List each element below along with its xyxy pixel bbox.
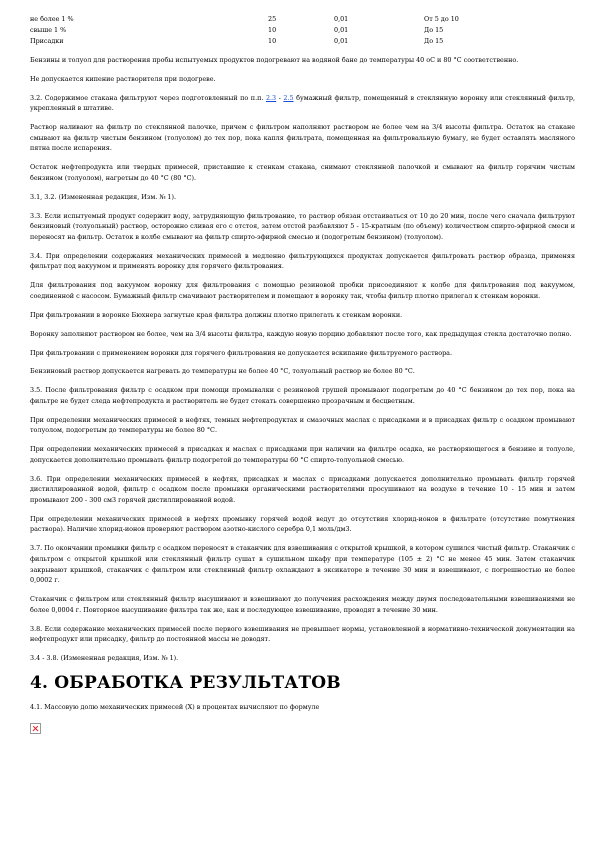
paragraph: Не допускается кипение растворителя при подогреве. [30,74,216,83]
paragraph [30,93,575,114]
paragraph-text: - [276,93,284,102]
table-cell-accuracy: 0,01 [334,37,349,45]
table-cell-range: От 5 до 10 [424,15,459,23]
table-cell-value: 10 [268,26,277,34]
table-cell-range: До 15 [424,37,444,45]
paragraph: 3.8. Если содержание механических примесей после первого взвешивания не превышает нормы, установленной в нормативно-технической документации на нефтепродукт или присадку, фильтр до постоянной массы не доводят. [30,624,575,644]
paragraph: Стаканчик с фильтром или стеклянный фильтр высушивают и взвешивают до получения расхождения между двумя последовательными взвешиваниями не более 0,0004 г. Повторное высушивание фильтра так же, как и последующее взвешивание, проводят в течение 30 мин. [30,595,575,614]
paragraph: 3.7. По окончании промывки фильтр с осадком переносят в стаканчик для взвешивания с открытой крышкой, в котором сушился чистый фильтр. Стаканчик с фильтром с открытой крышкой или стеклянный фильтр сушат в сушильном шкафу при температуре (105 ± 2) °С не менее 45 мин. Затем стаканчик закрывают крышкой, стаканчик с фильтром или стеклянный фильтр охлаждают в эксикаторе в течение 30 мин и взвешивают, с погрешностью не более 0,0002 г. [30,544,575,585]
paragraph: Раствор наливают на фильтр по стеклянной палочке, причем с фильтром наполняют раствором не более чем на 3/4 высоты фильтра. Остаток на стакане смывают на фильтр чистым бензином (толуолом) до тех пор, пока капля фильтрата, помещенная на фильтровальную бумагу, не будет оставлять масляного пятна после испарения. [30,123,575,153]
paragraph: Бензины и толуол для растворения пробы испытуемых продуктов подогревают на водяной бане до температуры 40 оС и 80 °С соответственно. [30,56,519,64]
paragraph: При фильтровании в воронке Бюхнера загнутые края фильтра должны плотно прилегать к стенкам воронки. [30,310,403,319]
paragraph: При определении механических примесей в нефтях, темных нефтепродуктах и смазочных маслах с присадками и в присадках фильтр с осадком промывают толуолом, подогретым до температуры не более 80 °С. [30,415,575,435]
paragraph: Остаток нефтепродукта или твердых примесей, приставшие к стенкам стакана, снимают стеклянной палочкой и смывают на фильтр горячим чистым бензином (толуолом), нагретым до 40 °С (80 °С). [30,163,575,182]
paragraph-text: 3.2. Содержимое стакана фильтруют через подготовленный по п.п. [30,93,266,102]
paragraph: Для фильтрования под вакуумом воронку для фильтрования с помощью резиновой пробки присоединяют к колбе для фильтрования под вакуумом, соединенной с насосом. Бумажный фильтр смачивают растворителем и помещают в воронку так, чтобы фильтр плотно прилегал к стенкам воронки. [30,281,575,300]
paragraph: Воронку заполняют раствором не более, чем на 3/4 высоты фильтра, каждую новую порцию добавляют после того, как предыдущая стекла достаточно полно. [30,329,572,338]
link-2-5[interactable]: 2.5 [283,93,294,102]
table-row [30,14,500,25]
amendment-note: 3.4 - 3.8. (Измененная редакция, Изм. № 1). [30,653,179,662]
table-cell-parameter: свыше 1 % [30,26,67,34]
table-cell-range: До 15 [424,26,444,34]
table-cell-accuracy: 0,01 [334,15,349,23]
amendment-note: 3.1, 3.2. (Измененная редакция, Изм. № 1). [30,192,177,201]
table-cell-value: 25 [268,15,277,23]
paragraph-text: бумажный фильтр, помещенный в стеклянную воронку или стеклянный фильтр, укрепленный в штативе. [30,93,575,113]
link-2-3[interactable]: 2.3 [265,93,277,102]
table-row [30,25,500,36]
paragraph: При фильтровании с применением воронки для горячего фильтрования не допускается вскипание фильтруемого раствора. [30,348,453,357]
paragraph: 4.1. Массовую долю механических примесей (X) в процентах вычисляют по формуле [30,702,320,711]
table-cell-parameter: Присадки [30,37,64,45]
table-cell-accuracy: 0,01 [334,26,349,34]
paragraph: При определении механических примесей в присадках и маслах с присадками при наличии на фильтре осадка, не растворяющегося в бензине и толуоле, допускается дополнительно промывать фильтр подогретой до температуры 60 °С спирто-толуольной смесью. [30,445,575,464]
paragraph: 3.3. Если испытуемый продукт содержит воду, затрудняющую фильтрование, то раствор обязан отстаиваться от 10 до 20 мин, после чего сначала фильтруют бензиновый (толуольный) раствор, осторожно сливая его с отстоя, затем отстой разбавляют 5 - 15-кратным (по объему) количеством спирто-эфирной смеси и переносят на фильтр. Остаток в колбе смывают на фильтр спирто-эфирной смесью и (подогретым бензином) (толуолом). [30,211,575,241]
paragraph: 3.4. При определении содержания механических примесей в медленно фильтрующихся продуктах допускается фильтровать раствор образца, применяя фильтрат под вакуумом и применять воронку для горячего фильтрования. [30,251,575,271]
paragraph: При определении механических примесей в нефтях промывку горячей водой ведут до отсутствия хлорид-ионов в фильтрате (отсутствие помутнения раствора). Наличие хлорид-ионов проверяют раствором азотно-кислого серебра 0,1 моль/дм3. [30,514,575,534]
paragraph: 3.6. При определении механических примесей в нефтях, присадках и маслах с присадками допускается дополнительно промывать фильтр горячей дистиллированной водой, фильтр с осадком после промывки органическими растворителями просушивают на воздухе в течение 10 - 15 мин и затем промывают 200 - 300 см3 горячей дистиллированной водой. [30,474,575,504]
paragraph: 3.5. После фильтрования фильтр с осадком при помощи промывалки с резиновой грушей промывают подогретым до 40 °С бензином до тех пор, пока на фильтре не будет следа нефтепродукта и растворитель не будет стекать совершенно прозрачным и бесцветным. [30,386,575,405]
document-page [30,14,575,737]
broken-image-icon [30,723,41,734]
table-cell-parameter: не более 1 % [30,15,74,23]
section-heading: 4. ОБРАБОТКА РЕЗУЛЬТАТОВ [30,672,341,693]
table-row [30,36,500,47]
paragraph: Бензиновый раствор допускается нагревать до температуры не более 40 °С, толуольный раствор не более 80 °С. [30,367,415,376]
requirements-table [30,14,500,47]
table-cell-value: 10 [268,37,277,45]
